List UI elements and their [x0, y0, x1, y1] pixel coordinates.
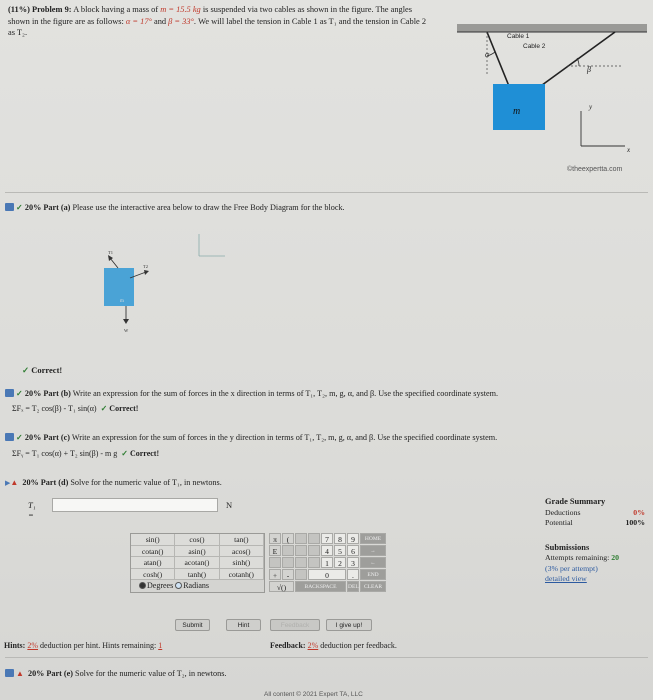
blank-key[interactable] [308, 557, 320, 568]
blank-key[interactable] [308, 545, 320, 556]
part-c-header [5, 433, 497, 443]
feedback-deduction: 2% [307, 641, 319, 650]
function-key-acos[interactable]: acos() [220, 546, 264, 558]
t1-answer-input[interactable] [52, 498, 218, 512]
key-2[interactable]: 2 [334, 557, 346, 568]
function-key-cos[interactable]: cos() [175, 534, 219, 546]
attempts-label: Attempts remaining: [545, 553, 612, 562]
part-c-equation-text: ΣFᵧ = T₁ cos(α) + T₂ sin(β) - m g [12, 449, 118, 458]
feedback-info [270, 641, 397, 650]
key-4[interactable]: 4 [321, 545, 333, 556]
function-key-cotanh[interactable]: cotanh() [220, 569, 264, 581]
function-key-asin[interactable]: asin() [175, 546, 219, 558]
right-arrow-key[interactable]: → [360, 545, 386, 556]
end-key[interactable]: END [360, 569, 386, 580]
hints-text: deduction per hint. Hints remaining: [38, 641, 159, 650]
figure-copyright: ©theexpertta.com [567, 166, 623, 173]
deductions-row [545, 508, 645, 519]
checkmark-icon: ✓ [16, 203, 23, 212]
fbd-weight-label: W [124, 328, 129, 333]
key-7[interactable]: 7 [321, 533, 333, 544]
fbd-mass-label: m [120, 299, 124, 304]
give-up-button[interactable]: I give up! [326, 619, 372, 631]
part-a-header [5, 203, 345, 213]
problem-number: (11%) Problem 9: [8, 5, 72, 14]
function-key-tan[interactable]: tan() [220, 534, 264, 546]
fbd-block[interactable] [104, 268, 134, 306]
mass-value: m = 15.5 kg [160, 5, 201, 14]
warning-icon: ▲ [10, 478, 19, 487]
feedback-text: deduction per feedback. [318, 641, 397, 650]
blank-key[interactable] [295, 545, 307, 556]
left-arrow-key[interactable]: ← [360, 557, 386, 568]
fbd-t1-label: T1 [108, 250, 113, 255]
part-e-label: 20% Part (e) [27, 669, 73, 678]
close-paren-key[interactable] [295, 533, 307, 544]
figure-cable2-label: Cable 2 [523, 43, 546, 50]
per-attempt-text: (3% per attempt) [545, 563, 598, 573]
ceiling [457, 24, 647, 32]
backspace-key[interactable]: BACKSPACE [295, 581, 346, 592]
alpha-value: α = 17° [125, 16, 152, 26]
blank-key[interactable] [269, 557, 281, 568]
detailed-view-link[interactable]: detailed view [545, 574, 587, 583]
function-key-cotan[interactable]: cotan() [131, 546, 175, 558]
function-row [131, 569, 264, 581]
home-key[interactable]: HOME [360, 533, 386, 544]
hints-remaining: 1 [158, 641, 163, 650]
part-e-header [5, 669, 226, 679]
figure-cable1-label: Cable 1 [507, 33, 530, 40]
unit-label: N [226, 500, 233, 510]
checkmark-icon: ✓ [100, 404, 108, 413]
function-keypad [130, 533, 265, 593]
problem-text-1: A block having a mass of [71, 5, 161, 14]
radians-label: Radians [183, 581, 209, 590]
key-5[interactable]: 5 [334, 545, 346, 556]
function-key-acotan[interactable]: acotan() [175, 557, 219, 569]
part-a-result [22, 365, 62, 376]
angle-mode-row [131, 580, 264, 592]
play-icon: ▶ [5, 479, 11, 487]
radians-radio[interactable] [175, 582, 182, 589]
part-a-text: Please use the interactive area below to draw the Free Body Diagram for the block. [70, 203, 345, 212]
sqrt-key[interactable]: √() [269, 581, 294, 592]
part-e-status-icon [5, 669, 14, 677]
part-d-header [5, 478, 222, 488]
deductions-value: 0% [633, 507, 645, 517]
open-paren-key[interactable]: ( [282, 533, 294, 544]
e-key[interactable]: E [269, 545, 281, 556]
submit-button[interactable]: Submit [175, 619, 210, 631]
plus-key[interactable]: + [269, 569, 281, 580]
part-d-text: Solve for the numeric value of T₁, in newtons. [68, 478, 222, 487]
warning-icon: ▲ [16, 669, 24, 678]
degrees-label: Degrees [147, 581, 174, 590]
key-9[interactable]: 9 [347, 533, 359, 544]
minus-key[interactable]: - [282, 569, 294, 580]
del-key[interactable]: DEL [347, 581, 359, 592]
problem-text-3: and [151, 16, 169, 26]
attempts-row [545, 553, 645, 564]
part-a-result-text: Correct! [31, 365, 63, 375]
part-b-status-icon [5, 389, 14, 397]
fbd-t2-label: T2 [143, 264, 148, 269]
hint-button[interactable]: Hint [226, 619, 261, 631]
beta-value: β = 33° [168, 16, 194, 26]
figure-alpha-label: α [485, 50, 490, 59]
key-1[interactable]: 1 [321, 557, 333, 568]
function-key-tanh[interactable]: tanh() [175, 569, 219, 581]
blank-key[interactable] [295, 557, 307, 568]
part-b-equation-text: ΣFₓ = T₂ cos(β) - T₁ sin(α) [12, 404, 97, 413]
problem-statement [8, 4, 428, 39]
problem-text-4: . We will label the tension in Cable 1 as T₁ and the tension in Cable 2 as T₂. [8, 16, 427, 37]
part-b-text: Write an expression for the sum of forces in the x direction in terms of T₁, T₂, m, g, α, and β. Use the specified coordinate system. [70, 389, 499, 398]
attempts-value: 20 [611, 553, 620, 562]
part-c-equation [12, 449, 159, 458]
part-d-label: 20% Part (d) [22, 478, 69, 487]
feedback-button[interactable]: Feedback [270, 619, 320, 631]
footer-copyright: All content © 2021 Expert TA, LLC [264, 691, 363, 698]
problem-figure [455, 14, 650, 184]
hints-deduction: 2% [27, 641, 39, 650]
blank-key[interactable] [282, 557, 294, 568]
part-b-equation [12, 404, 138, 413]
hints-info [4, 641, 162, 650]
part-a-status-icon [5, 203, 14, 211]
problem-text-2: is suspended via two cables as shown in the figure. The angles shown in the figure are as follows: [8, 5, 413, 26]
part-c-label: 20% Part (c) [24, 433, 70, 442]
figure-x-axis-label: x [627, 146, 631, 154]
part-c-result: Correct! [129, 449, 160, 458]
function-key-sin[interactable]: sin() [131, 534, 175, 546]
checkmark-icon: ✓ [121, 449, 128, 458]
function-key-sinh[interactable]: sinh() [220, 557, 264, 569]
part-b-result: Correct! [109, 404, 139, 413]
free-body-diagram-area[interactable] [90, 220, 270, 350]
checkmark-icon: ✓ [16, 389, 23, 398]
figure-beta-label: β [587, 65, 591, 74]
potential-value: 100% [625, 518, 645, 527]
function-key-atan[interactable]: atan() [131, 557, 175, 569]
grade-summary [545, 497, 645, 585]
part-a-label: 20% Part (a) [24, 203, 71, 212]
function-row [131, 534, 264, 546]
potential-row [545, 518, 645, 529]
part-b-label: 20% Part (b) [24, 389, 71, 398]
function-row [131, 557, 264, 569]
part-b-header [5, 389, 498, 399]
pi-key[interactable]: π [269, 533, 281, 544]
checkmark-icon: ✓ [22, 365, 30, 375]
key-8[interactable]: 8 [334, 533, 346, 544]
blank-key[interactable] [308, 533, 320, 544]
checkmark-icon: ✓ [16, 433, 23, 442]
dot-key[interactable]: . [347, 569, 359, 580]
divider [5, 192, 648, 193]
t1-input-label: T₁ = [28, 500, 36, 520]
feedback-label: Feedback: [270, 641, 306, 650]
part-c-text: Write an expression for the sum of forces in the y direction in terms of T₁, T₂, m, g, α, and β. Use the specified coordinate system. [69, 433, 498, 442]
deductions-label: Deductions [545, 507, 581, 517]
degrees-radio[interactable] [139, 582, 146, 589]
grade-summary-title: Grade Summary [545, 497, 606, 506]
key-3[interactable]: 3 [347, 557, 359, 568]
figure-mass-label: m [513, 106, 521, 117]
clear-key[interactable]: CLEAR [360, 581, 386, 592]
divider [5, 657, 648, 658]
figure-y-axis-label: y [589, 103, 593, 111]
part-c-status-icon [5, 433, 14, 441]
blank-key[interactable] [282, 545, 294, 556]
part-e-text: Solve for the numeric value of T₂, in newtons. [72, 669, 227, 678]
submissions-title: Submissions [545, 542, 590, 552]
function-key-cosh[interactable]: cosh() [131, 569, 175, 581]
potential-label: Potential [545, 518, 573, 527]
function-row [131, 546, 264, 558]
key-6[interactable]: 6 [347, 545, 359, 556]
key-0[interactable]: 0 [308, 569, 346, 580]
hints-label: Hints: [4, 641, 26, 650]
blank-key[interactable] [295, 569, 307, 580]
